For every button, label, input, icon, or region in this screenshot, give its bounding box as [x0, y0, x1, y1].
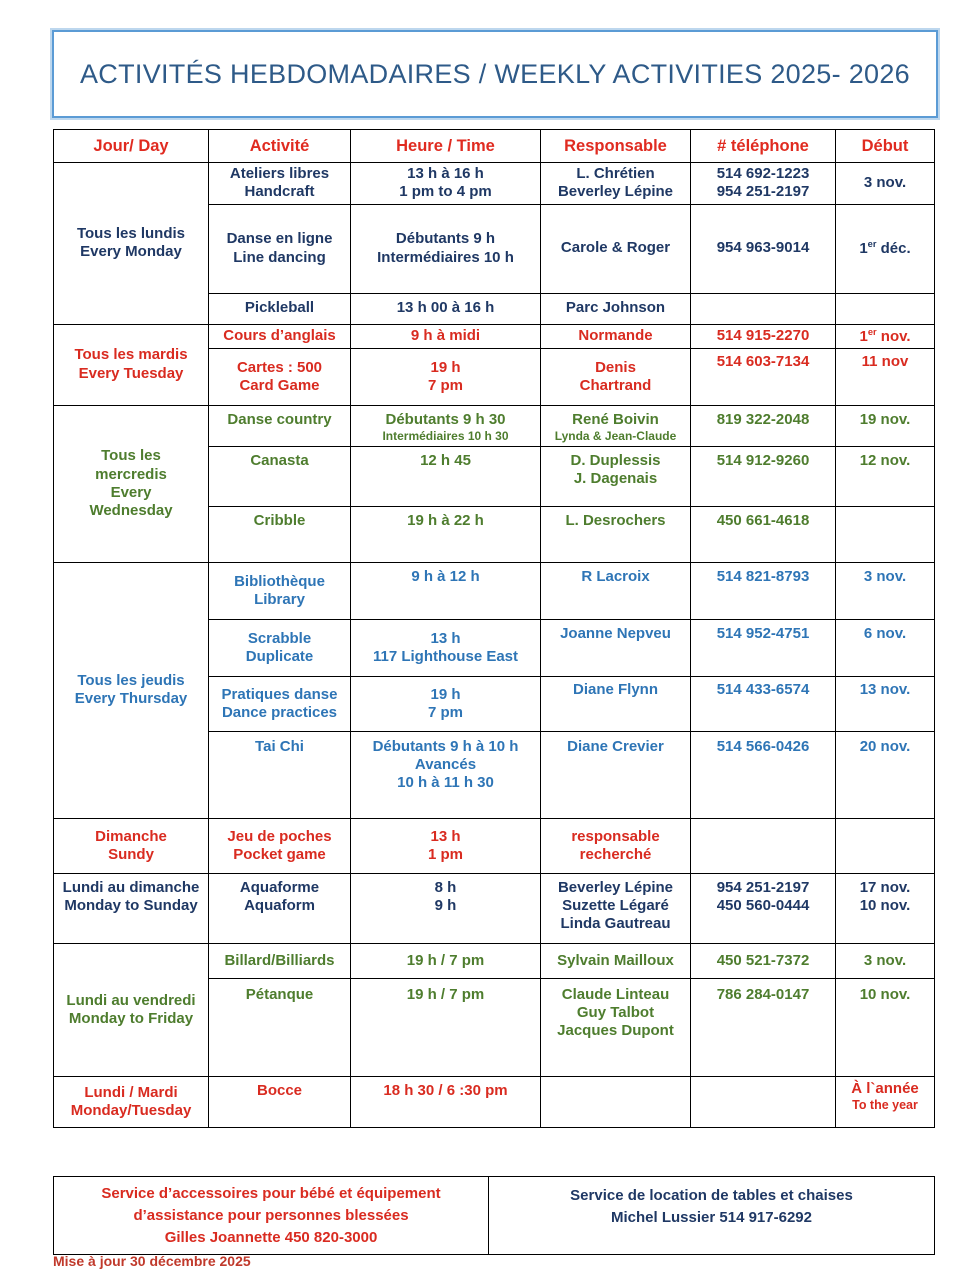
phone-cell-library: 514 821-8793	[691, 562, 836, 619]
page-title: ACTIVITÉS HEBDOMADAIRES / WEEKLY ACTIVITIES 2025- 2026	[80, 58, 910, 89]
activity-cell-petanque: Pétanque	[209, 978, 351, 1076]
start-cell-canasta: 12 nov.	[836, 446, 935, 506]
activity-cell-cribble: Cribble	[209, 506, 351, 562]
activity-cell-bocce: Bocce	[209, 1076, 351, 1127]
activity-cell-aquaforme: Aquaforme Aquaform	[209, 873, 351, 943]
start-cell-line-dancing: 1er déc.	[836, 204, 935, 293]
responsible-cell-library: R Lacroix	[541, 562, 691, 619]
responsible-cell-billiards: Sylvain Mailloux	[541, 943, 691, 978]
start-cell-scrabble: 6 nov.	[836, 619, 935, 676]
activity-cell-english-course: Cours d’anglais	[209, 324, 351, 348]
responsible-cell-petanque: Claude Linteau Guy Talbot Jacques Dupont	[541, 978, 691, 1076]
responsible-cell-dance-practices: Diane Flynn	[541, 676, 691, 731]
start-cell-pocket-game	[836, 818, 935, 873]
start-cell-english-course: 1er nov.	[836, 324, 935, 348]
column-header-activity: Activité	[209, 130, 351, 163]
activity-cell-country-dance: Danse country	[209, 405, 351, 446]
activity-cell-tai-chi: Tai Chi	[209, 731, 351, 818]
time-cell-library: 9 h à 12 h	[351, 562, 541, 619]
day-cell-wednesday: Tous les mercredis Every Wednesday	[54, 405, 209, 562]
start-cell-billiards: 3 nov.	[836, 943, 935, 978]
phone-cell-english-course: 514 915-2270	[691, 324, 836, 348]
responsible-cell-tai-chi: Diane Crevier	[541, 731, 691, 818]
time-cell-petanque: 19 h / 7 pm	[351, 978, 541, 1076]
phone-cell-pocket-game	[691, 818, 836, 873]
table-row	[54, 163, 935, 205]
time-cell-pocket-game: 13 h 1 pm	[351, 818, 541, 873]
phone-cell-pickleball	[691, 293, 836, 324]
time-cell-country-dance: Débutants 9 h 30 Intermédiaires 10 h 30	[351, 405, 541, 446]
start-cell-library: 3 nov.	[836, 562, 935, 619]
table-row	[54, 405, 935, 446]
column-header-phone: # téléphone	[691, 130, 836, 163]
time-cell-pickleball: 13 h 00 à 16 h	[351, 293, 541, 324]
phone-cell-canasta: 514 912-9260	[691, 446, 836, 506]
column-header-time: Heure / Time	[351, 130, 541, 163]
start-cell-bocce: À l`année To the year	[836, 1076, 935, 1127]
activity-cell-scrabble: Scrabble Duplicate	[209, 619, 351, 676]
time-cell-cribble: 19 h à 22 h	[351, 506, 541, 562]
activity-cell-dance-practices: Pratiques danse Dance practices	[209, 676, 351, 731]
start-cell-dance-practices: 13 nov.	[836, 676, 935, 731]
activity-cell-handcraft: Ateliers libres Handcraft	[209, 163, 351, 205]
time-cell-aquaforme: 8 h 9 h	[351, 873, 541, 943]
responsible-cell-line-dancing: Carole & Roger	[541, 204, 691, 293]
time-cell-canasta: 12 h 45	[351, 446, 541, 506]
day-cell-thursday: Tous les jeudis Every Thursday	[54, 562, 209, 818]
phone-cell-line-dancing: 954 963-9014	[691, 204, 836, 293]
start-cell-pickleball	[836, 293, 935, 324]
time-cell-english-course: 9 h à midi	[351, 324, 541, 348]
column-header-day: Jour/ Day	[54, 130, 209, 163]
responsible-cell-english-course: Normande	[541, 324, 691, 348]
responsible-cell-card-game: Denis Chartrand	[541, 348, 691, 405]
phone-cell-scrabble: 514 952-4751	[691, 619, 836, 676]
start-cell-country-dance: 19 nov.	[836, 405, 935, 446]
responsible-cell-pickleball: Parc Johnson	[541, 293, 691, 324]
responsible-cell-bocce	[541, 1076, 691, 1127]
activity-cell-library: Bibliothèque Library	[209, 562, 351, 619]
phone-cell-bocce	[691, 1076, 836, 1127]
responsible-cell-cribble: L. Desrochers	[541, 506, 691, 562]
day-cell-tuesday: Tous les mardis Every Tuesday	[54, 324, 209, 405]
start-cell-petanque: 10 nov.	[836, 978, 935, 1076]
table-row	[54, 873, 935, 943]
footer-row	[54, 1177, 935, 1255]
activity-cell-card-game: Cartes : 500 Card Game	[209, 348, 351, 405]
footer-baby-equipment-service: Service d’accessoires pour bébé et équipement d’assistance pour personnes blessées Gilles Joannette 450 820-3000	[54, 1177, 489, 1255]
day-cell-monday-to-friday: Lundi au vendredi Monday to Friday	[54, 943, 209, 1076]
day-cell-sunday: Dimanche Sundy	[54, 818, 209, 873]
column-header-responsible: Responsable	[541, 130, 691, 163]
phone-cell-country-dance: 819 322-2048	[691, 405, 836, 446]
title-banner	[52, 30, 938, 118]
table-header-row	[54, 130, 935, 163]
day-cell-monday: Tous les lundis Every Monday	[54, 163, 209, 325]
table-row	[54, 1076, 935, 1127]
activity-cell-line-dancing: Danse en ligne Line dancing	[209, 204, 351, 293]
activity-cell-pocket-game: Jeu de poches Pocket game	[209, 818, 351, 873]
last-updated-label: Mise à jour 30 décembre 2025	[53, 1253, 251, 1269]
time-cell-scrabble: 13 h 117 Lighthouse East	[351, 619, 541, 676]
start-cell-cribble	[836, 506, 935, 562]
phone-cell-petanque: 786 284-0147	[691, 978, 836, 1076]
start-cell-tai-chi: 20 nov.	[836, 731, 935, 818]
responsible-cell-handcraft: L. Chrétien Beverley Lépine	[541, 163, 691, 205]
time-cell-bocce: 18 h 30 / 6 :30 pm	[351, 1076, 541, 1127]
activity-cell-pickleball: Pickleball	[209, 293, 351, 324]
phone-cell-dance-practices: 514 433-6574	[691, 676, 836, 731]
activity-cell-billiards: Billard/Billiards	[209, 943, 351, 978]
table-row	[54, 943, 935, 978]
weekly-schedule-table	[53, 129, 935, 1128]
day-cell-monday-tuesday: Lundi / Mardi Monday/Tuesday	[54, 1076, 209, 1127]
footer-services-table	[53, 1176, 935, 1255]
time-cell-tai-chi: Débutants 9 h à 10 h Avancés 10 h à 11 h 30	[351, 731, 541, 818]
time-cell-handcraft: 13 h à 16 h 1 pm to 4 pm	[351, 163, 541, 205]
footer-table-chair-rental-service: Service de location de tables et chaises Michel Lussier 514 917-6292	[489, 1177, 935, 1255]
phone-cell-card-game: 514 603-7134	[691, 348, 836, 405]
start-cell-handcraft: 3 nov.	[836, 163, 935, 205]
phone-cell-handcraft: 514 692-1223 954 251-2197	[691, 163, 836, 205]
day-cell-monday-to-sunday: Lundi au dimanche Monday to Sunday	[54, 873, 209, 943]
time-cell-billiards: 19 h / 7 pm	[351, 943, 541, 978]
table-row	[54, 818, 935, 873]
time-cell-line-dancing: Débutants 9 h Intermédiaires 10 h	[351, 204, 541, 293]
phone-cell-aquaforme: 954 251-2197 450 560-0444	[691, 873, 836, 943]
column-header-start: Début	[836, 130, 935, 163]
responsible-cell-canasta: D. Duplessis J. Dagenais	[541, 446, 691, 506]
phone-cell-cribble: 450 661-4618	[691, 506, 836, 562]
start-cell-aquaforme: 17 nov. 10 nov.	[836, 873, 935, 943]
responsible-cell-scrabble: Joanne Nepveu	[541, 619, 691, 676]
activity-cell-canasta: Canasta	[209, 446, 351, 506]
phone-cell-billiards: 450 521-7372	[691, 943, 836, 978]
time-cell-card-game: 19 h 7 pm	[351, 348, 541, 405]
time-cell-dance-practices: 19 h 7 pm	[351, 676, 541, 731]
table-row	[54, 562, 935, 619]
start-cell-card-game: 11 nov	[836, 348, 935, 405]
responsible-cell-aquaforme: Beverley Lépine Suzette Légaré Linda Gautreau	[541, 873, 691, 943]
phone-cell-tai-chi: 514 566-0426	[691, 731, 836, 818]
table-row	[54, 324, 935, 348]
responsible-cell-country-dance: René Boivin Lynda & Jean-Claude	[541, 405, 691, 446]
responsible-cell-pocket-game: responsable recherché	[541, 818, 691, 873]
